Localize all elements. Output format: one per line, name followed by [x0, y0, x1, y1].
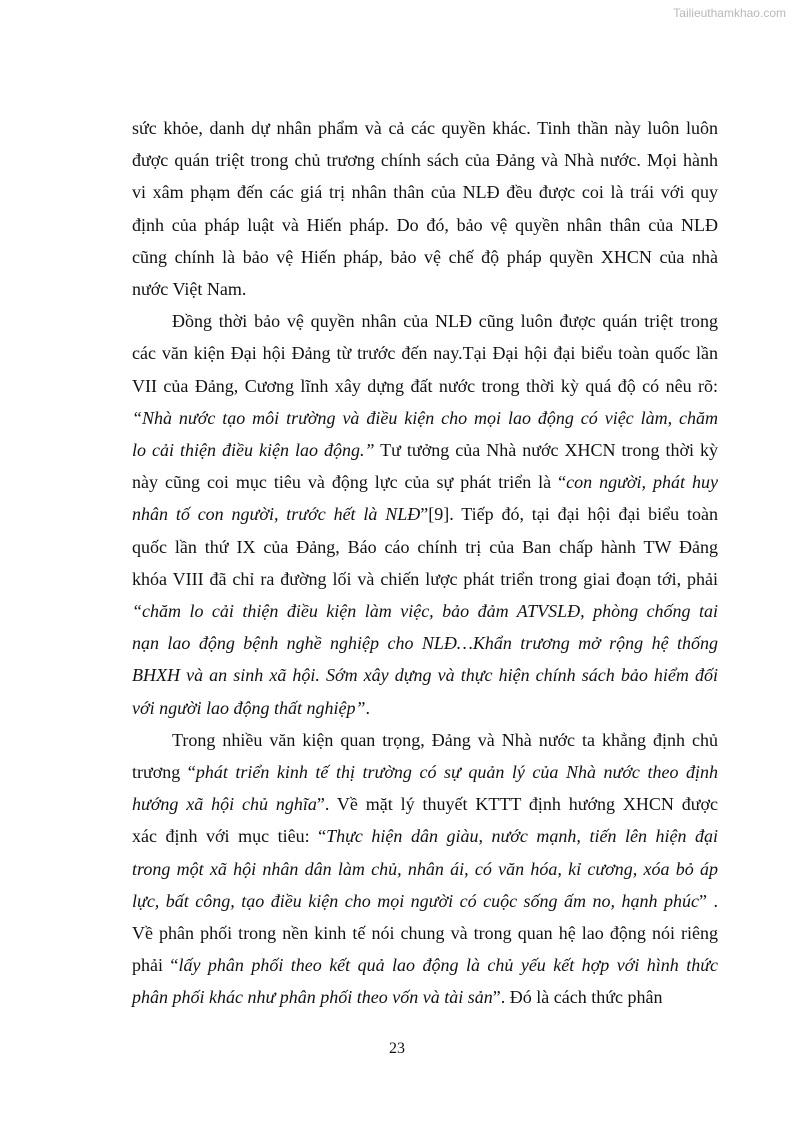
- text-line: [132, 466, 718, 498]
- text-line: [132, 563, 718, 595]
- text-line: [132, 305, 718, 337]
- italic-text: lấy phân phối theo kết quả lao động là chủ yếu kết hợp với hình thức: [178, 955, 719, 976]
- paragraph: [132, 305, 718, 724]
- text-run: phải “: [132, 955, 179, 976]
- text-line: [132, 531, 718, 563]
- text-run: VII của Đảng, Cương lĩnh xây dựng đất nước trong thời kỳ quá độ có nêu rõ:: [132, 375, 718, 396]
- text-line: [132, 885, 718, 917]
- text-run: .: [365, 697, 371, 718]
- text-run: ”. Về mặt lý thuyết KTTT định hướng XHCN được: [316, 794, 719, 815]
- italic-text: BHXH và an sinh xã hội. Sớm xây dựng và thực hiện chính sách bảo hiểm đối: [132, 665, 718, 686]
- italic-text: phát triển kinh tế thị trường có sự quản lý của Nhà nước theo định: [195, 762, 718, 783]
- text-line: [132, 917, 718, 949]
- italic-text: con người, phát huy: [566, 472, 718, 493]
- italic-text: Thực hiện dân giàu, nước mạnh, tiến lên hiện đại: [326, 826, 718, 847]
- text-line: [132, 209, 718, 241]
- text-line: [132, 241, 718, 273]
- italic-text: nạn lao động bệnh nghề nghiệp cho NLĐ…Khẩn trương mở rộng hệ thống: [132, 633, 718, 654]
- text-run: xác định với mục tiêu: “: [132, 826, 327, 847]
- text-line: [132, 273, 718, 305]
- text-line: [132, 724, 718, 756]
- text-run: cũng chính là bảo vệ Hiến pháp, bảo vệ chế độ pháp quyền XHCN của nhà: [132, 246, 718, 267]
- text-run: Về phân phối trong nền kinh tế nói chung và trong quan hệ lao động nói riêng: [132, 923, 718, 944]
- text-line: [132, 144, 718, 176]
- text-run: quốc lần thứ IX của Đảng, Báo cáo chính trị của Ban chấp hành TW Đảng: [132, 536, 718, 557]
- italic-text: lo cải thiện điều kiện lao động.”: [132, 440, 375, 461]
- paragraph: [132, 112, 718, 305]
- page-number: 23: [389, 1040, 405, 1057]
- watermark: Tailieuthamkhao.com: [673, 6, 786, 20]
- text-run: khóa VIII đã chỉ ra đường lối và chiến lược phát triển trong giai đoạn tới, phải: [132, 568, 718, 589]
- text-line: [132, 337, 718, 369]
- text-line: [132, 659, 718, 691]
- text-line: [132, 402, 718, 434]
- italic-text: nhân tố con người, trước hết là NLĐ: [132, 504, 421, 525]
- text-line: [132, 853, 718, 885]
- text-line: [132, 370, 718, 402]
- italic-text: hướng xã hội chủ nghĩa: [132, 794, 317, 815]
- text-line: [132, 176, 718, 208]
- text-run: Trong nhiều văn kiện quan trọng, Đảng và Nhà nước ta khẳng định chủ: [172, 729, 718, 750]
- document-body: [132, 112, 718, 1014]
- italic-text: “chăm lo cải thiện điều kiện làm việc, bảo đảm ATVSLĐ, phòng chống tai: [132, 601, 718, 622]
- italic-text: với người lao động thất nghiệp”: [132, 697, 366, 718]
- text-run: Tư tưởng của Nhà nước XHCN trong thời kỳ: [374, 440, 718, 461]
- italic-text: “Nhà nước tạo môi trường và điều kiện cho mọi lao động có việc làm, chăm: [132, 407, 718, 428]
- text-line: [132, 788, 718, 820]
- text-run: này cũng coi mục tiêu và động lực của sự phát triển là “: [132, 472, 567, 493]
- text-run: ”[9]. Tiếp đó, tại đại hội đại biểu toàn: [420, 504, 718, 525]
- text-run: sức khỏe, danh dự nhân phẩm và cả các quyền khác. Tinh thần này luôn luôn: [132, 118, 718, 138]
- paragraph: [132, 724, 718, 1014]
- text-run: trương “: [132, 762, 196, 783]
- text-line: [132, 595, 718, 627]
- text-run: các văn kiện Đại hội Đảng từ trước đến nay.Tại Đại hội đại biểu toàn quốc lần: [132, 343, 718, 364]
- text-line: [132, 981, 718, 1013]
- italic-text: trong một xã hội nhân dân làm chủ, nhân ái, có văn hóa, kỉ cương, xóa bỏ áp: [132, 858, 718, 879]
- text-run: ”. Đó là cách thức phân: [492, 987, 663, 1008]
- text-run: nước Việt Nam.: [132, 279, 247, 300]
- text-line: [132, 627, 718, 659]
- text-line: [132, 949, 718, 981]
- text-run: định của pháp luật và Hiến pháp. Do đó, bảo vệ quyền nhân thân của NLĐ: [132, 214, 718, 235]
- italic-text: phân phối khác như phân phối theo vốn và tài sản: [132, 987, 493, 1008]
- text-run: Đồng thời bảo vệ quyền nhân của NLĐ cũng luôn được quán triệt trong: [172, 311, 718, 332]
- text-line: [132, 498, 718, 530]
- text-run: vi xâm phạm đến các giá trị nhân thân của NLĐ đều được coi là trái với quy: [132, 182, 718, 203]
- text-line: [132, 692, 718, 724]
- text-run: được quán triệt trong chủ trương chính sách của Đảng và Nhà nước. Mọi hành: [132, 150, 718, 171]
- text-line: [132, 112, 718, 144]
- text-line: [132, 820, 718, 852]
- italic-text: lực, bất công, tạo điều kiện cho mọi người có cuộc sống ấm no, hạnh phúc: [132, 890, 699, 911]
- text-line: [132, 756, 718, 788]
- text-run: ” .: [699, 890, 718, 911]
- text-line: [132, 434, 718, 466]
